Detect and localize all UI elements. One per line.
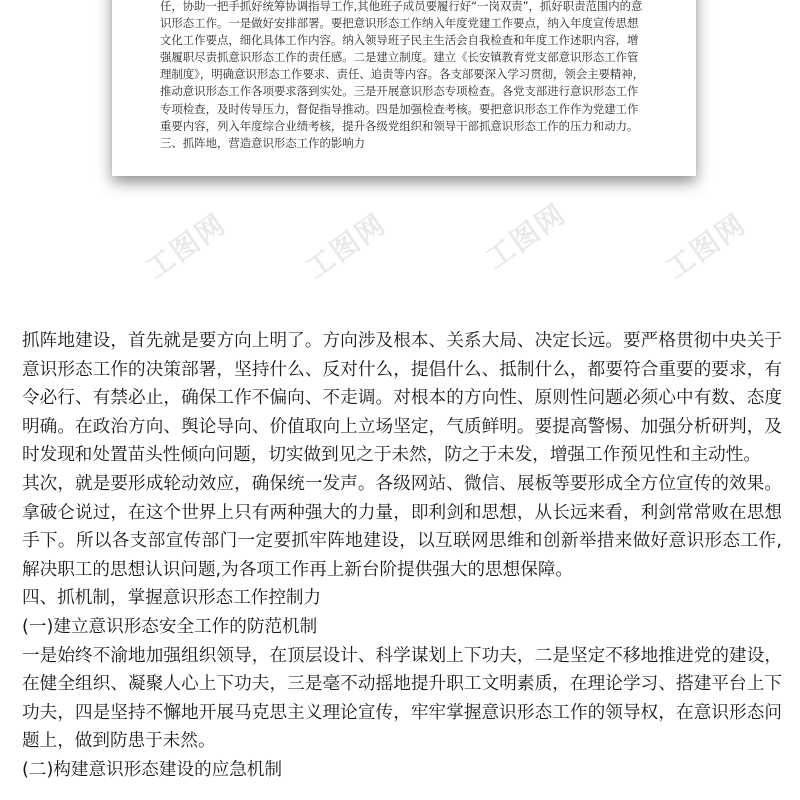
card-paragraph: 任，协助一把手抓好统筹协调指导工作,其他班子成员要履行好“一岗双责”，抓好职责范围内的意识形态工作。一是做好安排部署。要把意识形态工作纳入年度党建工作要点，纳入年度宣传思想文化工作要点，细化具体工作内容。纳入领导班子民主生活会自我检查和年度工作述职内容，增强履职尽责抓意识形态工作的责任感。二是建立制度。建立《长安镇教育党支部意识形态工作管理制度》，明确意识形态工作要求、责任、追责等内容。各支部要深入学习贯彻，领会主要精神，推动意识形态工作各项要求落到实处。三是开展意识形态专项检查。各党支部进行意识形态工作专项检查，及时传导压力，督促指导推动。四是加强检查考核。要把意识形态工作作为党建工作重要内容，列入年度综合业绩考核，提升各级党组织和领导干部抓意识形态工作的压力和动力。 [160, 0, 645, 133]
subsection-heading: (二)构建意识形态建设的应急机制 [22, 759, 283, 780]
card-text [160, 0, 646, 152]
document-card [112, 0, 696, 176]
body-paragraph: 其次，就是要形成轮动效应，确保统一发声。各级网站、微信、展板等要形成全方位宣传的效果。拿破仑说过，在这个世界上只有两种强大的力量，即利剑和思想，从长远来看，利剑常常败在思想手下。所以各支部宣传部门一定要抓牢阵地建设，以互联网思维和创新举措来做好意识形态工作,解决职工的思想认识问题,为各项工作再上新台阶提供强大的思想保障。 [22, 473, 782, 580]
body-paragraph: 一是始终不渝地加强组织领导，在顶层设计、科学谋划上下功夫，二是坚定不移地推进党的建设，在健全组织、凝聚人心上下功夫，三是毫不动摇地提升职工文明素质，在理论学习、搭建平台上下功夫，四是坚持不懈地开展马克思主义理论宣传，牢牢掌握意识形态工作的领导权，在意识形态问题上，做到防患于未然。 [22, 645, 782, 752]
subsection-heading: (一)建立意识形态安全工作的防范机制 [22, 616, 318, 637]
watermark: 工图网 [659, 206, 753, 286]
watermark: 工图网 [139, 206, 233, 286]
body-text [22, 327, 782, 785]
watermark: 工图网 [479, 196, 573, 276]
body-paragraph: 抓阵地建设，首先就是要方向上明了。方向涉及根本、关系大局、决定长远。要严格贯彻中央关于意识形态工作的决策部署，坚持什么、反对什么，提倡什么、抵制什么，都要符合重要的要求，有令必行、有禁必止，确保工作不偏向、不走调。对根本的方向性、原则性问题必须心中有数、态度明确。在政治方向、舆论导向、价值取向上立场坚定，气质鲜明。要提高警惕、加强分析研判，及时发现和处置苗头性倾向问题，切实做到见之于未然，防之于未发，增强工作预见性和主动性。 [22, 331, 782, 466]
card-heading: 三、抓阵地，营造意识形态工作的影响力 [160, 135, 366, 150]
section-heading: 四、抓机制，掌握意识形态工作控制力 [22, 588, 322, 609]
watermark: 工图网 [299, 206, 393, 286]
